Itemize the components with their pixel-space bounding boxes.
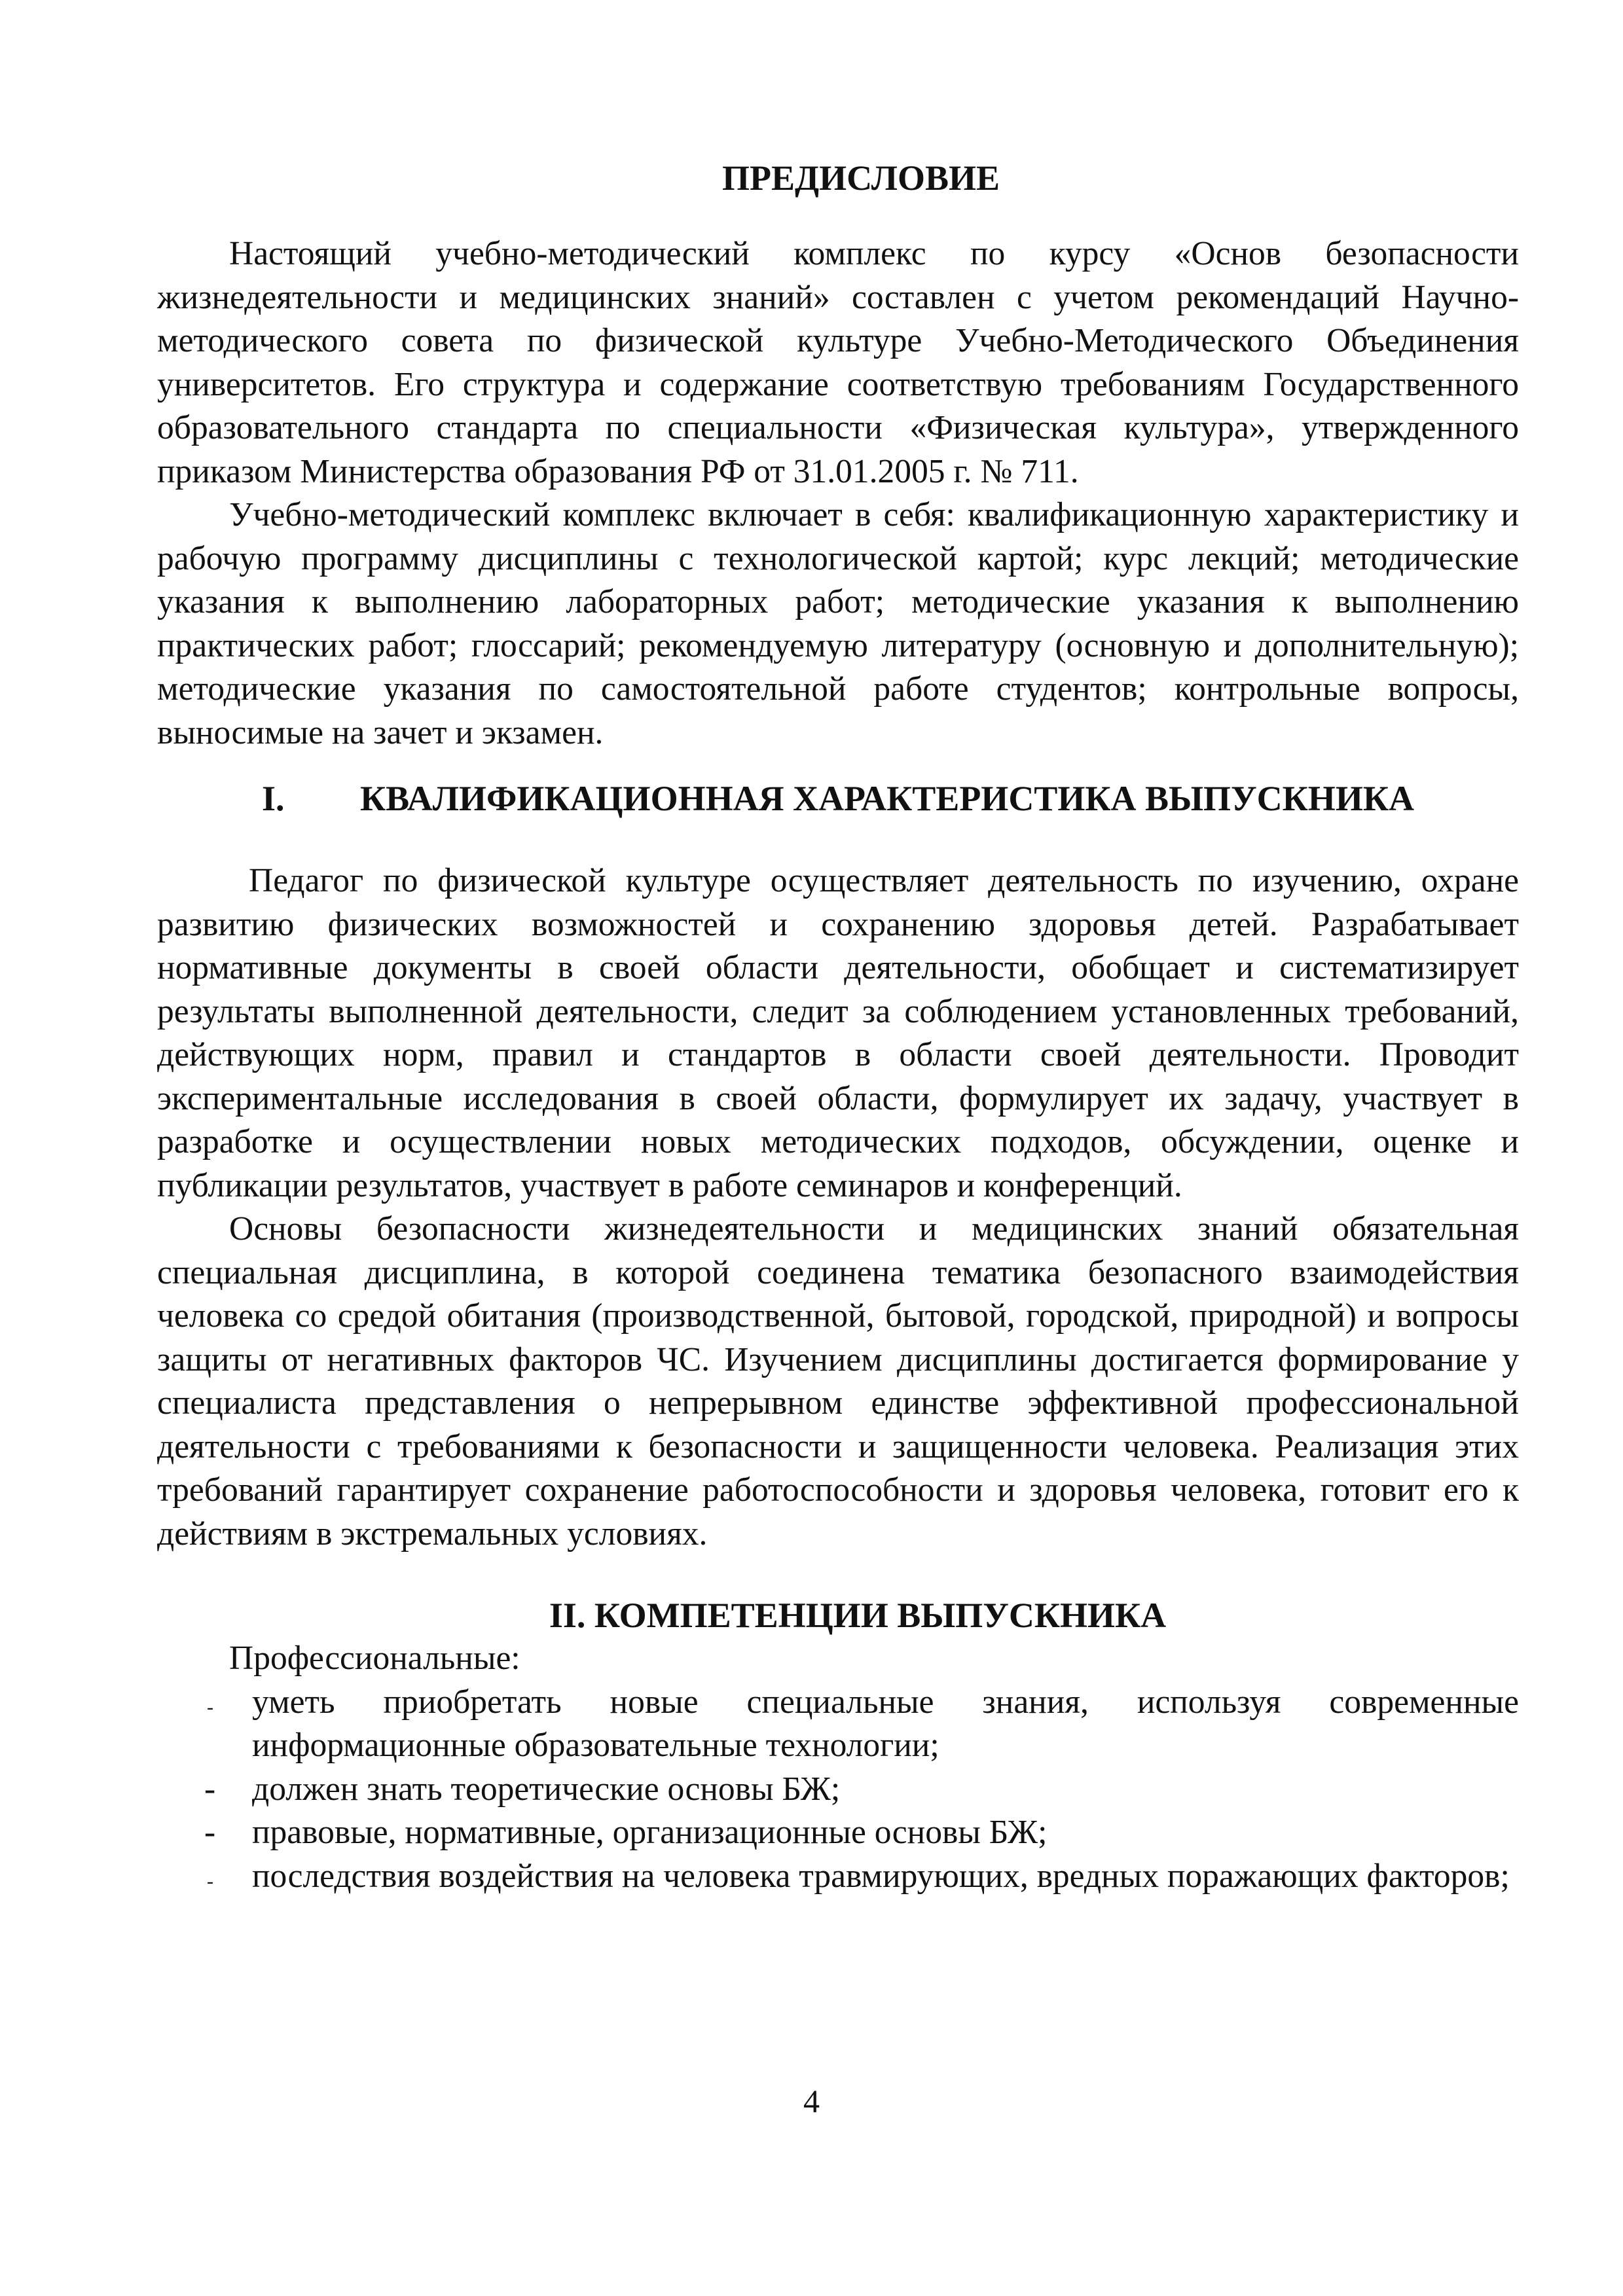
document-page	[157, 141, 1519, 1898]
section1-paragraph-2: Основы безопасности жизнедеятельности и медицинских знаний обязательная специальная дисциплина, в которой соединена тематика безопасного взаимодействия человека со средой обитания (производственной, бытовой, городской, природной) и вопросы защиты от негативных факторов ЧС. Изучением дисциплины достигается формирование у специалиста представления о непрерывном единстве эффективной профессиональной деятельности с требованиями к безопасности и защищенности человека. Реализация этих требований гарантирует сохранение работоспособности и здоровья человека, готовит его к действиям в экстремальных условиях.	[157, 1210, 1519, 1552]
list-item	[157, 1855, 1519, 1899]
section1-paragraph-1: Педагог по физической культуре осуществляет деятельность по изучению, охране развитию физических возможностей и сохранению здоровья детей. Разрабатывает нормативные документы в своей области деятельности, обобщает и систематизирует результаты выполненной деятельности, следит за соблюдением установленных требований, действующих норм, правил и стандартов в области своей деятельности. Проводит экспериментальные исследования в своей области, формулирует их задачу, участвует в разработке и осуществлении новых методических подходов, обсуждении, оценке и публикации результатов, участвует в работе семинаров и конференций.	[157, 862, 1519, 1204]
section2-subheading: Профессиональные:	[229, 1640, 520, 1677]
section1-heading	[157, 777, 1519, 820]
dash-bullet: -	[204, 1770, 216, 1808]
section1-title: КВАЛИФИКАЦИОННАЯ ХАРАКТЕРИСТИКА ВЫПУСКНИКА	[360, 779, 1414, 818]
section2-title: II. КОМПЕТЕНЦИИ ВЫПУСКНИКА	[549, 1596, 1167, 1635]
list-item	[157, 1768, 1519, 1812]
dash-bullet: -	[207, 1870, 213, 1892]
section1-number: I.	[262, 779, 285, 818]
preface-paragraph-1: Настоящий учебно-методический комплекс по курсу «Основ безопасности жизнедеятельности и медицинских знаний» составлен с учетом рекомендаций Научно-методического совета по физической культуре Учебно-Методического Объединения университетов. Его структура и содержание соответствую требованиям Государственного образовательного стандарта по специальности «Физическая культура», утвержденного приказом Министерства образования РФ от 31.01.2005 г. № 711.	[157, 235, 1519, 490]
preface-title: ПРЕДИСЛОВИЕ	[721, 158, 1000, 198]
list-item-text: правовые, нормативные, организационные основы БЖ;	[252, 1814, 1048, 1851]
preface-paragraph-2: Учебно-методический комплекс включает в себя: квалификационную характеристику и рабочую программу дисциплины с технологической картой; курс лекций; методические указания к выполнению лабораторных работ; методические указания к выполнению практических работ; глоссарий; рекомендуемую литературу (основную и дополнительную); методические указания по самостоятельной работе студентов; контрольные вопросы, выносимые на зачет и экзамен.	[157, 496, 1519, 751]
list-item	[157, 1681, 1519, 1768]
list-item-text: должен знать теоретические основы БЖ;	[252, 1770, 841, 1808]
dash-bullet: -	[207, 1696, 213, 1718]
page-number: 4	[803, 2083, 820, 2119]
competencies-list	[157, 1681, 1519, 1899]
list-item-text: последствия воздействия на человека травмирующих, вредных поражающих факторов;	[252, 1857, 1510, 1895]
list-item-text: уметь приобретать новые специальные знания, используя современные информационные образовательные технологии;	[252, 1683, 1519, 1764]
dash-bullet: -	[204, 1814, 216, 1851]
list-item	[157, 1811, 1519, 1855]
